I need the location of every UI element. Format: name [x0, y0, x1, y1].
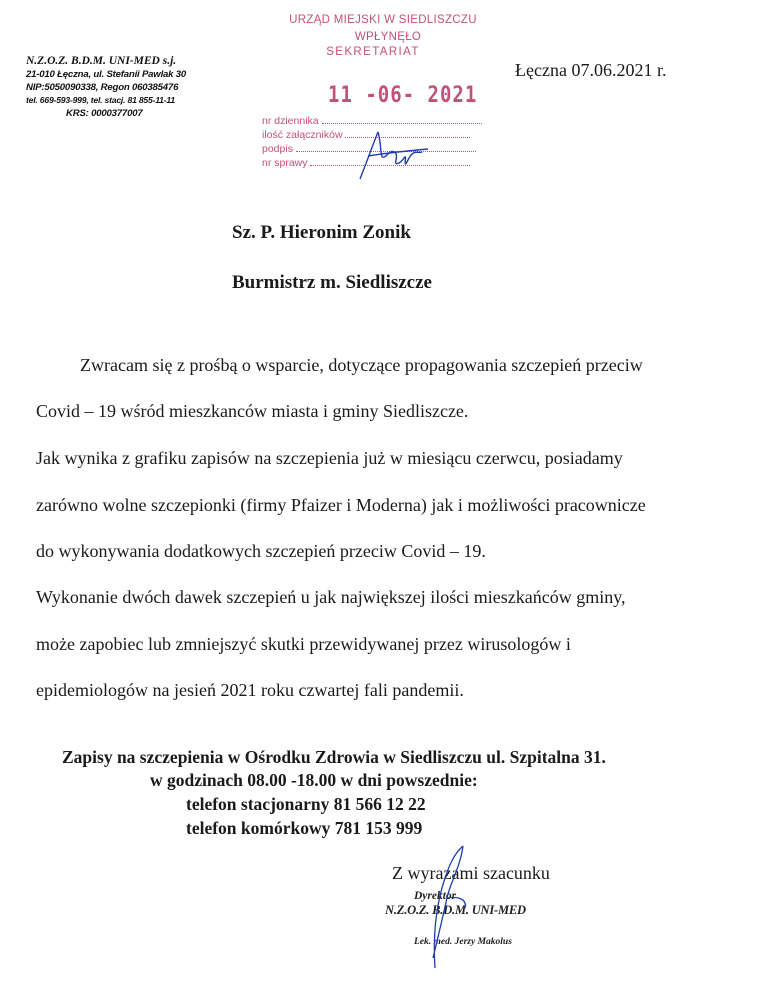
sender-phones: tel. 669-593-999, tel. stacj. 81 855-11-11: [26, 95, 175, 105]
info-registration: Zapisy na szczepienia w Ośrodku Zdrowia w Siedliszczu ul. Szpitalna 31.: [62, 747, 606, 767]
sender-header: [26, 55, 226, 120]
body-line: zarówno wolne szczepionki (firmy Pfaizer i Moderna) jak i możliwości pracownicze: [36, 495, 646, 515]
stamp-department: SEKRETARIAT: [326, 46, 420, 58]
body-line: Jak wynika z grafiku zapisów na szczepienia już w miesiącu czerwcu, posiadamy: [36, 448, 623, 468]
closing-regards: Z wyrazami szacunku: [392, 863, 550, 883]
stamp-field-signature: podpis: [262, 142, 502, 155]
signature-stamp-org: N.Z.O.Z. B.D.M. UNI-MED: [385, 903, 526, 917]
director-handwritten-signature: [405, 838, 495, 978]
info-mobile: telefon komórkowy 781 153 999: [186, 818, 423, 838]
sender-nip-regon: NIP:5050090338, Regon 060385476: [26, 82, 179, 93]
body-line: epidemiologów na jesień 2021 roku czwartej fali pandemii.: [36, 680, 464, 700]
body-line: Zwracam się z prośbą o wsparcie, dotyczące propagowania szczepień przeciw: [80, 355, 643, 375]
stamp-field-case: nr sprawy: [262, 156, 502, 169]
stamp-office: URZĄD MIEJSKI W SIEDLISZCZU: [289, 14, 477, 26]
info-hours: w godzinach 08.00 -18.00 w dni powszednie:: [150, 770, 478, 790]
info-landline: telefon stacjonarny 81 566 12 22: [186, 794, 426, 814]
sender-name: N.Z.O.Z. B.D.M. UNI-MED s.j.: [26, 55, 177, 67]
recipient-name: Sz. P. Hieronim Zonik: [232, 222, 411, 243]
body-line: może zapobiec lub zmniejszyć skutki przewidywanej przez wirusologów i: [36, 634, 571, 654]
stamp-date: 11 -06- 2021: [328, 82, 478, 108]
body-line: Covid – 19 wśród mieszkanców miasta i gminy Siedliszcze.: [36, 401, 469, 421]
signature-stamp-title: Dyrektor: [414, 890, 457, 902]
stamp-handwritten-signature: [338, 124, 448, 184]
stamp-received: WPŁYNĘŁO: [354, 31, 422, 43]
sender-address: 21-010 Łęczna, ul. Stefanii Pawlak 30: [26, 69, 187, 80]
body-line: do wykonywania dodatkowych szczepień przeciw Covid – 19.: [36, 541, 486, 561]
recipient-title: Burmistrz m. Siedliszcze: [232, 272, 432, 293]
sender-krs: KRS: 0000377007: [66, 108, 143, 119]
place-date: Łęczna 07.06.2021 r.: [515, 60, 667, 80]
body-line: Wykonanie dwóch dawek szczepień u jak największej ilości mieszkańców gminy,: [36, 587, 626, 607]
stamp-field-attachments: ilość załączników: [262, 128, 502, 141]
stamp-field-journal: nr dziennika: [262, 114, 502, 127]
signature-stamp-person: Lek. med. Jerzy Makolus: [414, 937, 512, 947]
registration-stamp: [258, 14, 508, 184]
